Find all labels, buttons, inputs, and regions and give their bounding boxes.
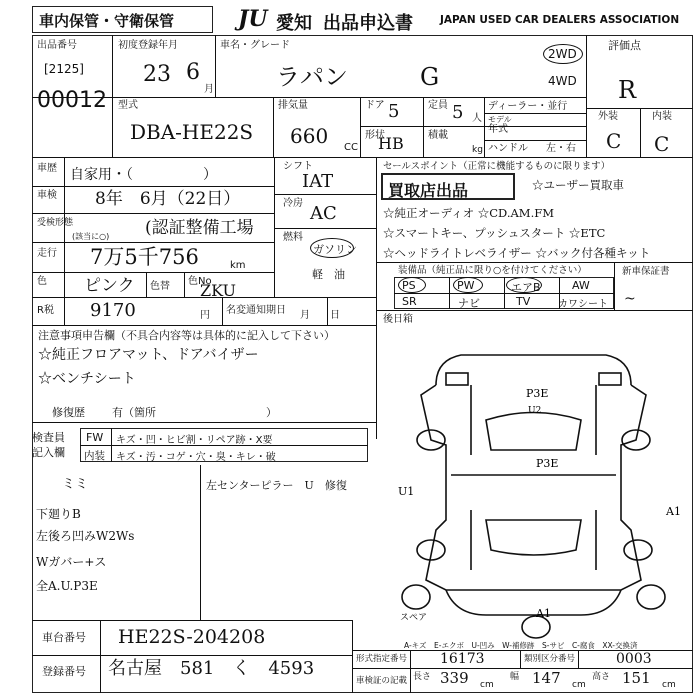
lot-label: 出品番号: [37, 40, 77, 51]
model-year-label-1: モデル: [488, 115, 512, 124]
drive-2wd: 2WD: [548, 47, 577, 61]
mileage-unit: km: [230, 260, 246, 271]
inspector-note-5: Wガバー+ス: [36, 555, 107, 569]
interior-score: C: [654, 132, 670, 156]
color-code-label: 色No: [188, 276, 212, 287]
length-value: 339: [440, 669, 469, 687]
registration-label: 初度登録年月: [118, 40, 178, 51]
sales-point-4: ☆ヘッドライトレベライザー ☆バック付各種キット: [383, 246, 651, 260]
stamp-text: 買取店出品: [388, 181, 469, 200]
chassis-value: HE22S-204208: [118, 626, 266, 648]
name-change-unit: 月 日: [300, 310, 340, 321]
receive-value: (認証整備工場: [145, 218, 254, 238]
fuel-gasoline: ガソリン: [313, 243, 357, 256]
parallel-label: ディーラー・並行: [488, 101, 568, 112]
drive-4wd: 4WD: [548, 74, 577, 88]
inspector-note-4: 左後ろ凹みW2Ws: [36, 529, 135, 543]
capacity-value: 5: [452, 102, 464, 123]
sales-point-2: ☆純正オーディオ ☆CD.AM.FM: [383, 206, 554, 220]
plate-label: 登録番号: [42, 665, 86, 678]
diagram-label: 後日箱: [383, 314, 413, 325]
ju-logo: JU: [238, 6, 268, 32]
cooling-value: AC: [310, 203, 337, 224]
rating-score: R: [618, 76, 637, 104]
shaken-value: 8年 6月（22日）: [95, 189, 241, 209]
model-code: DBA-HE22S: [130, 120, 254, 144]
exterior-score: C: [606, 129, 622, 153]
equip-pw: PW: [457, 279, 475, 292]
inspector-note-3: 下廻りB: [36, 507, 81, 521]
model-year-label-2: 年式: [488, 124, 508, 135]
spare-label: スペア: [400, 613, 428, 623]
mark-a1-bottom: A1: [536, 607, 551, 620]
capacity-unit: 人: [472, 113, 482, 124]
dims-label: 車検証の記載: [356, 676, 408, 686]
load-label: 積載: [428, 130, 448, 141]
equip-navi: ナビ: [458, 297, 480, 310]
association-name: JAPAN USED CAR DEALERS ASSOCIATION: [440, 14, 680, 26]
lot-sub-number: [2125]: [44, 62, 84, 76]
registration-month: 6: [186, 60, 200, 85]
mark-p3e-mid: P3E: [536, 457, 559, 470]
inspector-label-2: 記入欄: [32, 446, 65, 459]
width-unit: cm: [572, 680, 586, 690]
aichi-label: 愛知: [276, 13, 312, 34]
name-change-label: 名変通知期日: [226, 305, 286, 316]
model-label: 型式: [118, 100, 138, 111]
model-number-value: 16173: [440, 651, 485, 667]
shape-value: HB: [378, 134, 404, 153]
length-label: 長さ: [413, 672, 432, 682]
cooling-label: 冷房: [283, 198, 303, 209]
inspector-row1-items: キズ・凹・ヒビ割・リペア跡・X要: [116, 435, 273, 446]
equipment-label: 装備品（純正品に限り○を付けてください）: [398, 265, 587, 276]
length-unit: cm: [480, 680, 494, 690]
storage-title-box: [32, 6, 213, 33]
interior-label: 内装: [652, 111, 672, 122]
sales-points-label: セールスポイント（正常に機能するものに限ります）: [383, 161, 611, 172]
equip-aw: AW: [572, 279, 590, 292]
doors-value: 5: [388, 101, 400, 122]
shift-value: IAT: [302, 171, 334, 192]
doors-label: ドア: [365, 100, 385, 111]
warranty-label: 新車保証書: [622, 266, 670, 277]
equip-sr: SR: [402, 295, 417, 308]
tax-value: 9170: [90, 300, 136, 321]
car-name-label: 車名・グレード: [220, 40, 290, 51]
mark-u1: U1: [398, 485, 415, 498]
category-value: 0003: [616, 651, 652, 667]
model-number-label: 形式指定番号: [356, 654, 408, 664]
inspector-row1-head: FW: [86, 431, 104, 444]
shaken-label: 車検: [37, 190, 57, 201]
chassis-label: 車台番号: [42, 631, 86, 644]
height-unit: cm: [662, 680, 676, 690]
height-value: 151: [622, 669, 651, 687]
mark-p3e-top: P3E: [526, 387, 549, 400]
receive-label-1: 受検形態: [37, 218, 74, 228]
exterior-label: 外装: [598, 111, 618, 122]
width-label: 幅: [510, 672, 520, 682]
receive-label-2: (該当に○): [72, 232, 110, 241]
mark-u2: U2: [528, 406, 542, 416]
inspector-note-6: 全A.U.P3E: [36, 579, 98, 593]
fuel-diesel: 軽 油: [312, 268, 345, 281]
color-value: ピンク: [84, 276, 135, 296]
history-label: 車歴: [37, 163, 57, 174]
capacity-label: 定員: [428, 100, 448, 111]
car-name: ラパン: [276, 63, 348, 91]
fuel-label: 燃料: [283, 232, 303, 243]
load-unit: kg: [472, 145, 483, 155]
displacement-label: 排気量: [278, 100, 308, 111]
shift-label: シフト: [283, 161, 313, 172]
sales-point-3: ☆スマートキー、プッシュスタート ☆ETC: [383, 226, 606, 240]
equip-seat: カワシート: [558, 299, 608, 310]
notes-label: 注意事項申告欄（不具合内容等は具体的に記入して下さい）: [38, 329, 335, 342]
tax-unit: 円: [200, 310, 210, 321]
stamp-box: [381, 173, 515, 200]
equip-airbag: エアB: [511, 281, 541, 294]
equip-tv: TV: [516, 295, 531, 308]
registration-year: 23: [143, 62, 171, 87]
color-change-label: 色替: [150, 281, 170, 292]
tax-label: R税: [37, 305, 54, 316]
width-value: 147: [532, 669, 561, 687]
handle-options: 左・右: [546, 143, 576, 154]
cc-unit: CC: [344, 142, 358, 153]
inspector-note-1: ミミ: [62, 477, 89, 492]
car-grade: G: [420, 63, 440, 91]
mark-a1-right: A1: [666, 505, 681, 518]
notes-line-2: ☆ベンチシート: [38, 371, 136, 387]
inspector-row2-items: キズ・汚・コゲ・穴・臭・キレ・破: [116, 452, 276, 463]
notes-line-1: ☆純正フロアマット、ドアバイザー: [38, 347, 259, 363]
damage-legend: A-キズ E-エクボ U-凹み W-補修跡 S-サビ C-腐食 XX-交換済: [404, 641, 638, 650]
storage-title: 車内保管・守衛保管: [39, 12, 175, 30]
lot-number: 00012: [37, 88, 107, 113]
warranty-value: ~: [624, 291, 636, 307]
inspector-note-2: 左センターピラー U 修復: [206, 479, 347, 492]
displacement-value: 660: [290, 124, 329, 148]
equip-ps: PS: [402, 279, 416, 292]
car-damage-diagram: [376, 325, 693, 645]
history-value: 自家用・（ ）: [70, 167, 217, 183]
category-label: 類別区分番号: [524, 654, 576, 664]
plate-value: 名古屋 581 く 4593: [108, 658, 315, 679]
color-code-value: ZKU: [200, 281, 236, 300]
repair-value: 有（箇所 ）: [112, 406, 277, 419]
mileage-value: 7万5千756: [90, 245, 199, 269]
sales-point-1: ☆ユーザー買取車: [532, 178, 624, 192]
color-label: 色: [37, 276, 47, 287]
form-title: 出品申込書: [323, 13, 413, 34]
handle-label: ハンドル: [488, 143, 528, 154]
inspector-row2-head: 内装: [84, 450, 105, 462]
inspector-label-1: 検査員: [32, 431, 65, 444]
rating-label: 評価点: [608, 39, 641, 52]
height-label: 高さ: [592, 672, 611, 682]
month-unit: 月: [204, 84, 214, 95]
repair-label: 修復歴: [52, 406, 85, 419]
shape-label: 形状: [365, 130, 385, 141]
mileage-label: 走行: [37, 248, 57, 259]
